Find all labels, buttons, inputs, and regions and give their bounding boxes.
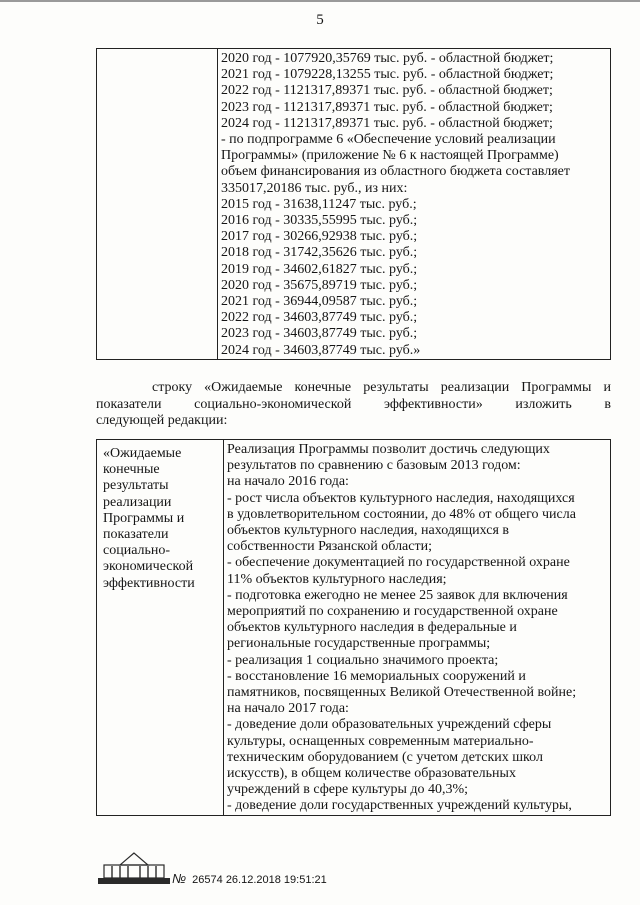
amendment-line: следующей редакции: (96, 413, 228, 428)
funding-line: - по подпрограмме 6 «Обеспечение условий реализации (221, 132, 556, 148)
funding-line: 2022 год - 34603,87749 тыс. руб.; (221, 310, 418, 326)
funding-line: 2024 год - 1121317,89371 тыс. руб. - областной бюджет; (221, 115, 553, 131)
result-line: - доведение доли государственных учреждений культуры, (227, 798, 572, 814)
result-line: памятников, посвященных Великой Отечественной войне; (227, 685, 577, 701)
funding-line: 2021 год - 36944,09587 тыс. руб.; (221, 294, 418, 310)
government-building-seal (98, 851, 170, 885)
funding-line: 2019 год - 34602,61827 тыс. руб.; (221, 261, 418, 277)
registration-datetime: 26.12.2018 19:51:21 (225, 874, 327, 886)
result-line: результатов по сравнению с базовым 2013 годом: (227, 458, 521, 474)
scan-edge (0, 0, 640, 2)
funding-line: 2020 год - 35675,89719 тыс. руб.; (221, 277, 418, 293)
funding-line: 335017,20186 тыс. руб., из них: (221, 180, 408, 196)
row-label-line: эффективности (103, 575, 195, 591)
result-line: объектов культурного наследия, находящихся в (227, 523, 509, 539)
funding-line: 2023 год - 34603,87749 тыс. руб.; (221, 326, 418, 342)
amendment-paragraph (96, 380, 611, 430)
result-line: техническим оборудованием (с учетом детских школ (227, 749, 543, 765)
result-line: учреждений в сфере культуры до 40,3%; (227, 782, 469, 798)
result-line: культуры, оснащенных современным материально- (227, 733, 534, 749)
funding-line: 2021 год - 1079228,13255 тыс. руб. - областной бюджет; (221, 67, 554, 83)
funding-line: 2024 год - 34603,87749 тыс. руб.» (221, 342, 421, 358)
result-line: - реализация 1 социально значимого проекта; (227, 652, 499, 668)
result-line: в удовлетворительном состоянии, до 48% от общего числа (227, 506, 576, 522)
result-line: - рост числа объектов культурного наследия, находящихся (227, 490, 575, 506)
funding-table-continuation (96, 48, 611, 360)
result-line: - подготовка ежегодно не менее 25 заявок для включения (227, 587, 568, 603)
document-registration-stamp (172, 871, 327, 886)
row-label-line: результаты (103, 478, 169, 494)
row-label-line: реализации (103, 494, 172, 510)
funding-line: 2023 год - 1121317,89371 тыс. руб. - областной бюджет; (221, 99, 553, 115)
funding-line: Программы» (приложение № 6 к настоящей Программе) (221, 148, 559, 164)
result-line: объектов культурного наследия в федеральные и (227, 620, 517, 636)
result-line: на начало 2017 года: (227, 701, 349, 717)
number-sign: № (172, 871, 187, 886)
result-line: региональные государственные программы; (227, 636, 491, 652)
funding-line: 2015 год - 31638,11247 тыс. руб.; (221, 196, 417, 212)
funding-line: 2018 год - 31742,35626 тыс. руб.; (221, 245, 418, 261)
document-number: 26574 (192, 874, 223, 886)
row-label-line: показатели (103, 527, 169, 543)
page-number: 5 (316, 12, 324, 28)
row-label-line: конечные (103, 462, 160, 478)
result-line: 11% объектов культурного наследия; (227, 571, 447, 587)
result-line: на начало 2016 года: (227, 474, 349, 490)
funding-line: 2017 год - 30266,92938 тыс. руб.; (221, 229, 418, 245)
result-line: собственности Рязанской области; (227, 539, 432, 555)
result-line: - доведение доли образовательных учреждений сферы (227, 717, 552, 733)
row-label-line: «Ожидаемые (103, 446, 182, 461)
empty-label-cell (97, 49, 218, 360)
funding-line: 2016 год - 30335,55995 тыс. руб.; (221, 213, 418, 229)
expected-results-table (96, 439, 611, 816)
amendment-line: показатели социально-экономической эффективности» изложить в (96, 396, 611, 412)
row-label-line: социально- (103, 543, 171, 559)
row-label-cell (97, 440, 224, 816)
result-line: мероприятий по сохранению и государственной охране (227, 604, 558, 620)
result-line: - восстановление 16 мемориальных сооружений и (227, 668, 526, 684)
funding-line: объем финансирования из областного бюджета составляет (221, 164, 570, 180)
result-line: Реализация Программы позволит достичь следующих (227, 442, 550, 457)
result-line: искусств), в общем количестве образовательных (227, 766, 516, 782)
row-label-line: Программы и (103, 510, 185, 526)
result-line: - обеспечение документацией по государственной охране (227, 555, 570, 571)
funding-details-cell (218, 49, 611, 360)
row-label-line: экономической (103, 559, 194, 575)
expected-results-cell (224, 440, 611, 816)
funding-line: 2022 год - 1121317,89371 тыс. руб. - областной бюджет; (221, 83, 553, 99)
funding-line: 2020 год - 1077920,35769 тыс. руб. - областной бюджет; (221, 51, 554, 66)
amendment-line: строку «Ожидаемые конечные результаты реализации Программы и (152, 380, 611, 395)
